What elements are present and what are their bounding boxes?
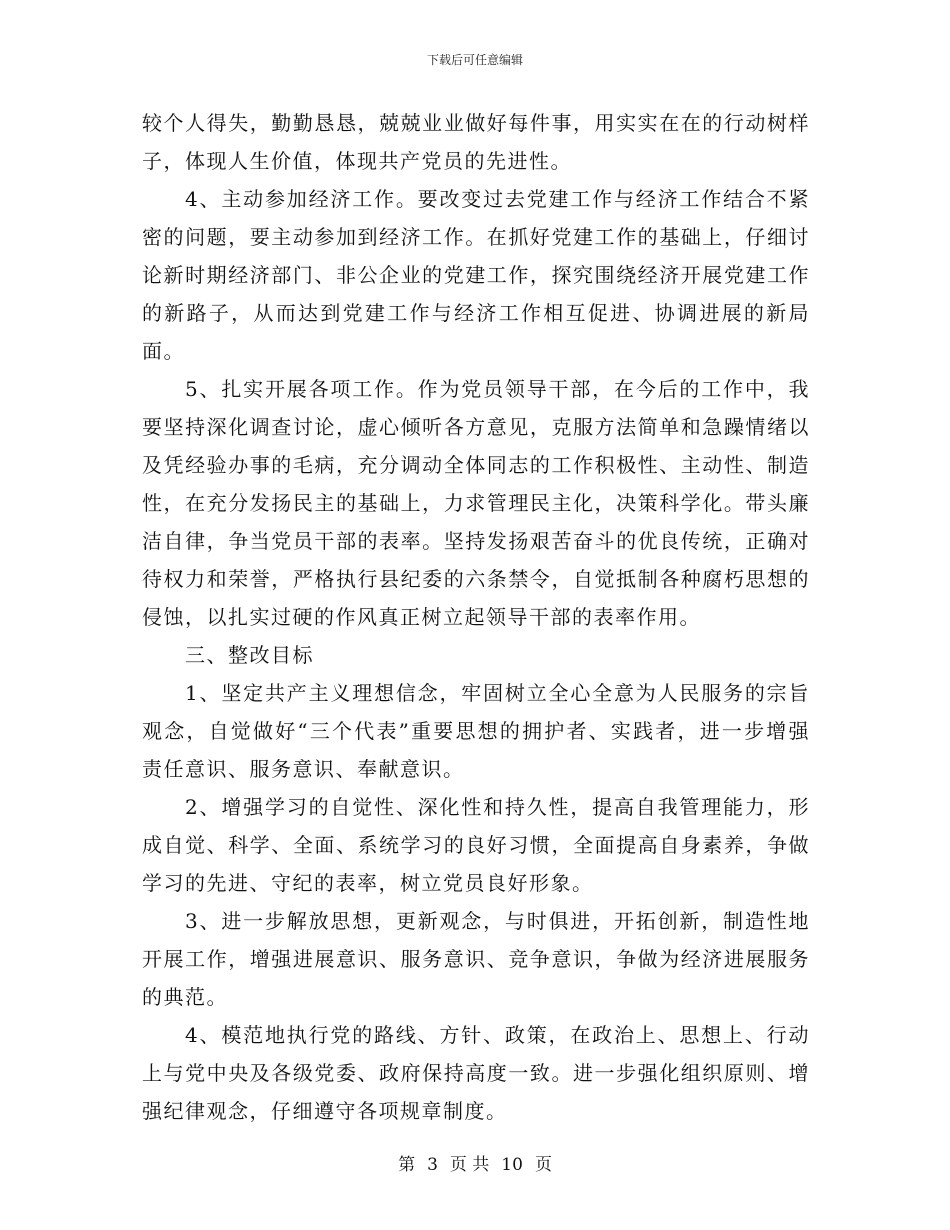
paragraph-goal-4: 4、模范地执行党的路线、方针、政策，在政治上、思想上、行动上与党中央及各级党委、政府保持高度一致。进一步强化组织原则、增强纪律观念，仔细遵守各项规章制度。 [142,1023,810,1123]
footer-middle: 页 共 [449,1155,490,1175]
total-page-count: 10 [501,1155,523,1175]
paragraph-item-4-economic-work: 4、主动参加经济工作。要改变过去党建工作与经济工作结合不紧密的问题，要主动参加到经济工作。在抓好党建工作的基础上，仔细讨论新时期经济部门、非公企业的党建工作，探究围绕经济开展党建工作的新路子，从而达到党建工作与经济工作相互促进、协调进展的新局面。 [142,187,810,363]
paragraph-item-5-work-tasks: 5、扎实开展各项工作。作为党员领导干部，在今后的工作中，我要坚持深化调查讨论，虚心倾听各方意见，克服方法简单和急躁情绪以及凭经验办事的毛病，充分调动全体同志的工作积极性、主动性、制造性，在充分发扬民主的基础上，力求管理民主化，决策科学化。带头廉洁自律，争当党员干部的表率。坚持发扬艰苦奋斗的优良传统，正确对待权力和荣誉，严格执行县纪委的六条禁令，自觉抵制各种腐朽思想的侵蚀，以扎实过硬的作风真正树立起领导干部的表率作用。 [142,377,810,629]
current-page-number: 3 [427,1155,438,1175]
page-header [0,52,950,68]
footer-suffix: 页 [534,1155,552,1175]
footer-prefix: 第 [398,1155,416,1175]
paragraph-goal-2: 2、增强学习的自觉性、深化性和持久性，提高自我管理能力，形成自觉、科学、全面、系统学习的良好习惯，全面提高自身素养，争做学习的先进、守纪的表率，树立党员良好形象。 [142,795,810,895]
paragraph-goal-3: 3、进一步解放思想，更新观念，与时俱进，开拓创新，制造性地开展工作，增强进展意识、服务意识、竞争意识，争做为经济进展服务的典范。 [142,909,810,1009]
paragraph-goal-1: 1、坚定共产主义理想信念，牢固树立全心全意为人民服务的宗旨观念，自觉做好“三个代表”重要思想的拥护者、实践者，进一步增强责任意识、服务意识、奉献意识。 [142,681,810,781]
page-footer [0,1154,950,1176]
header-text: 下载后可任意编辑 [426,53,523,67]
document-body [142,104,810,1130]
paragraph-continuation: 较个人得失，勤勤恳恳，兢兢业业做好每件事，用实实在在的行动树样子，体现人生价值，体现共产党员的先进性。 [142,111,810,173]
section-heading-rectification-goals: 三、整改目标 [185,643,314,667]
